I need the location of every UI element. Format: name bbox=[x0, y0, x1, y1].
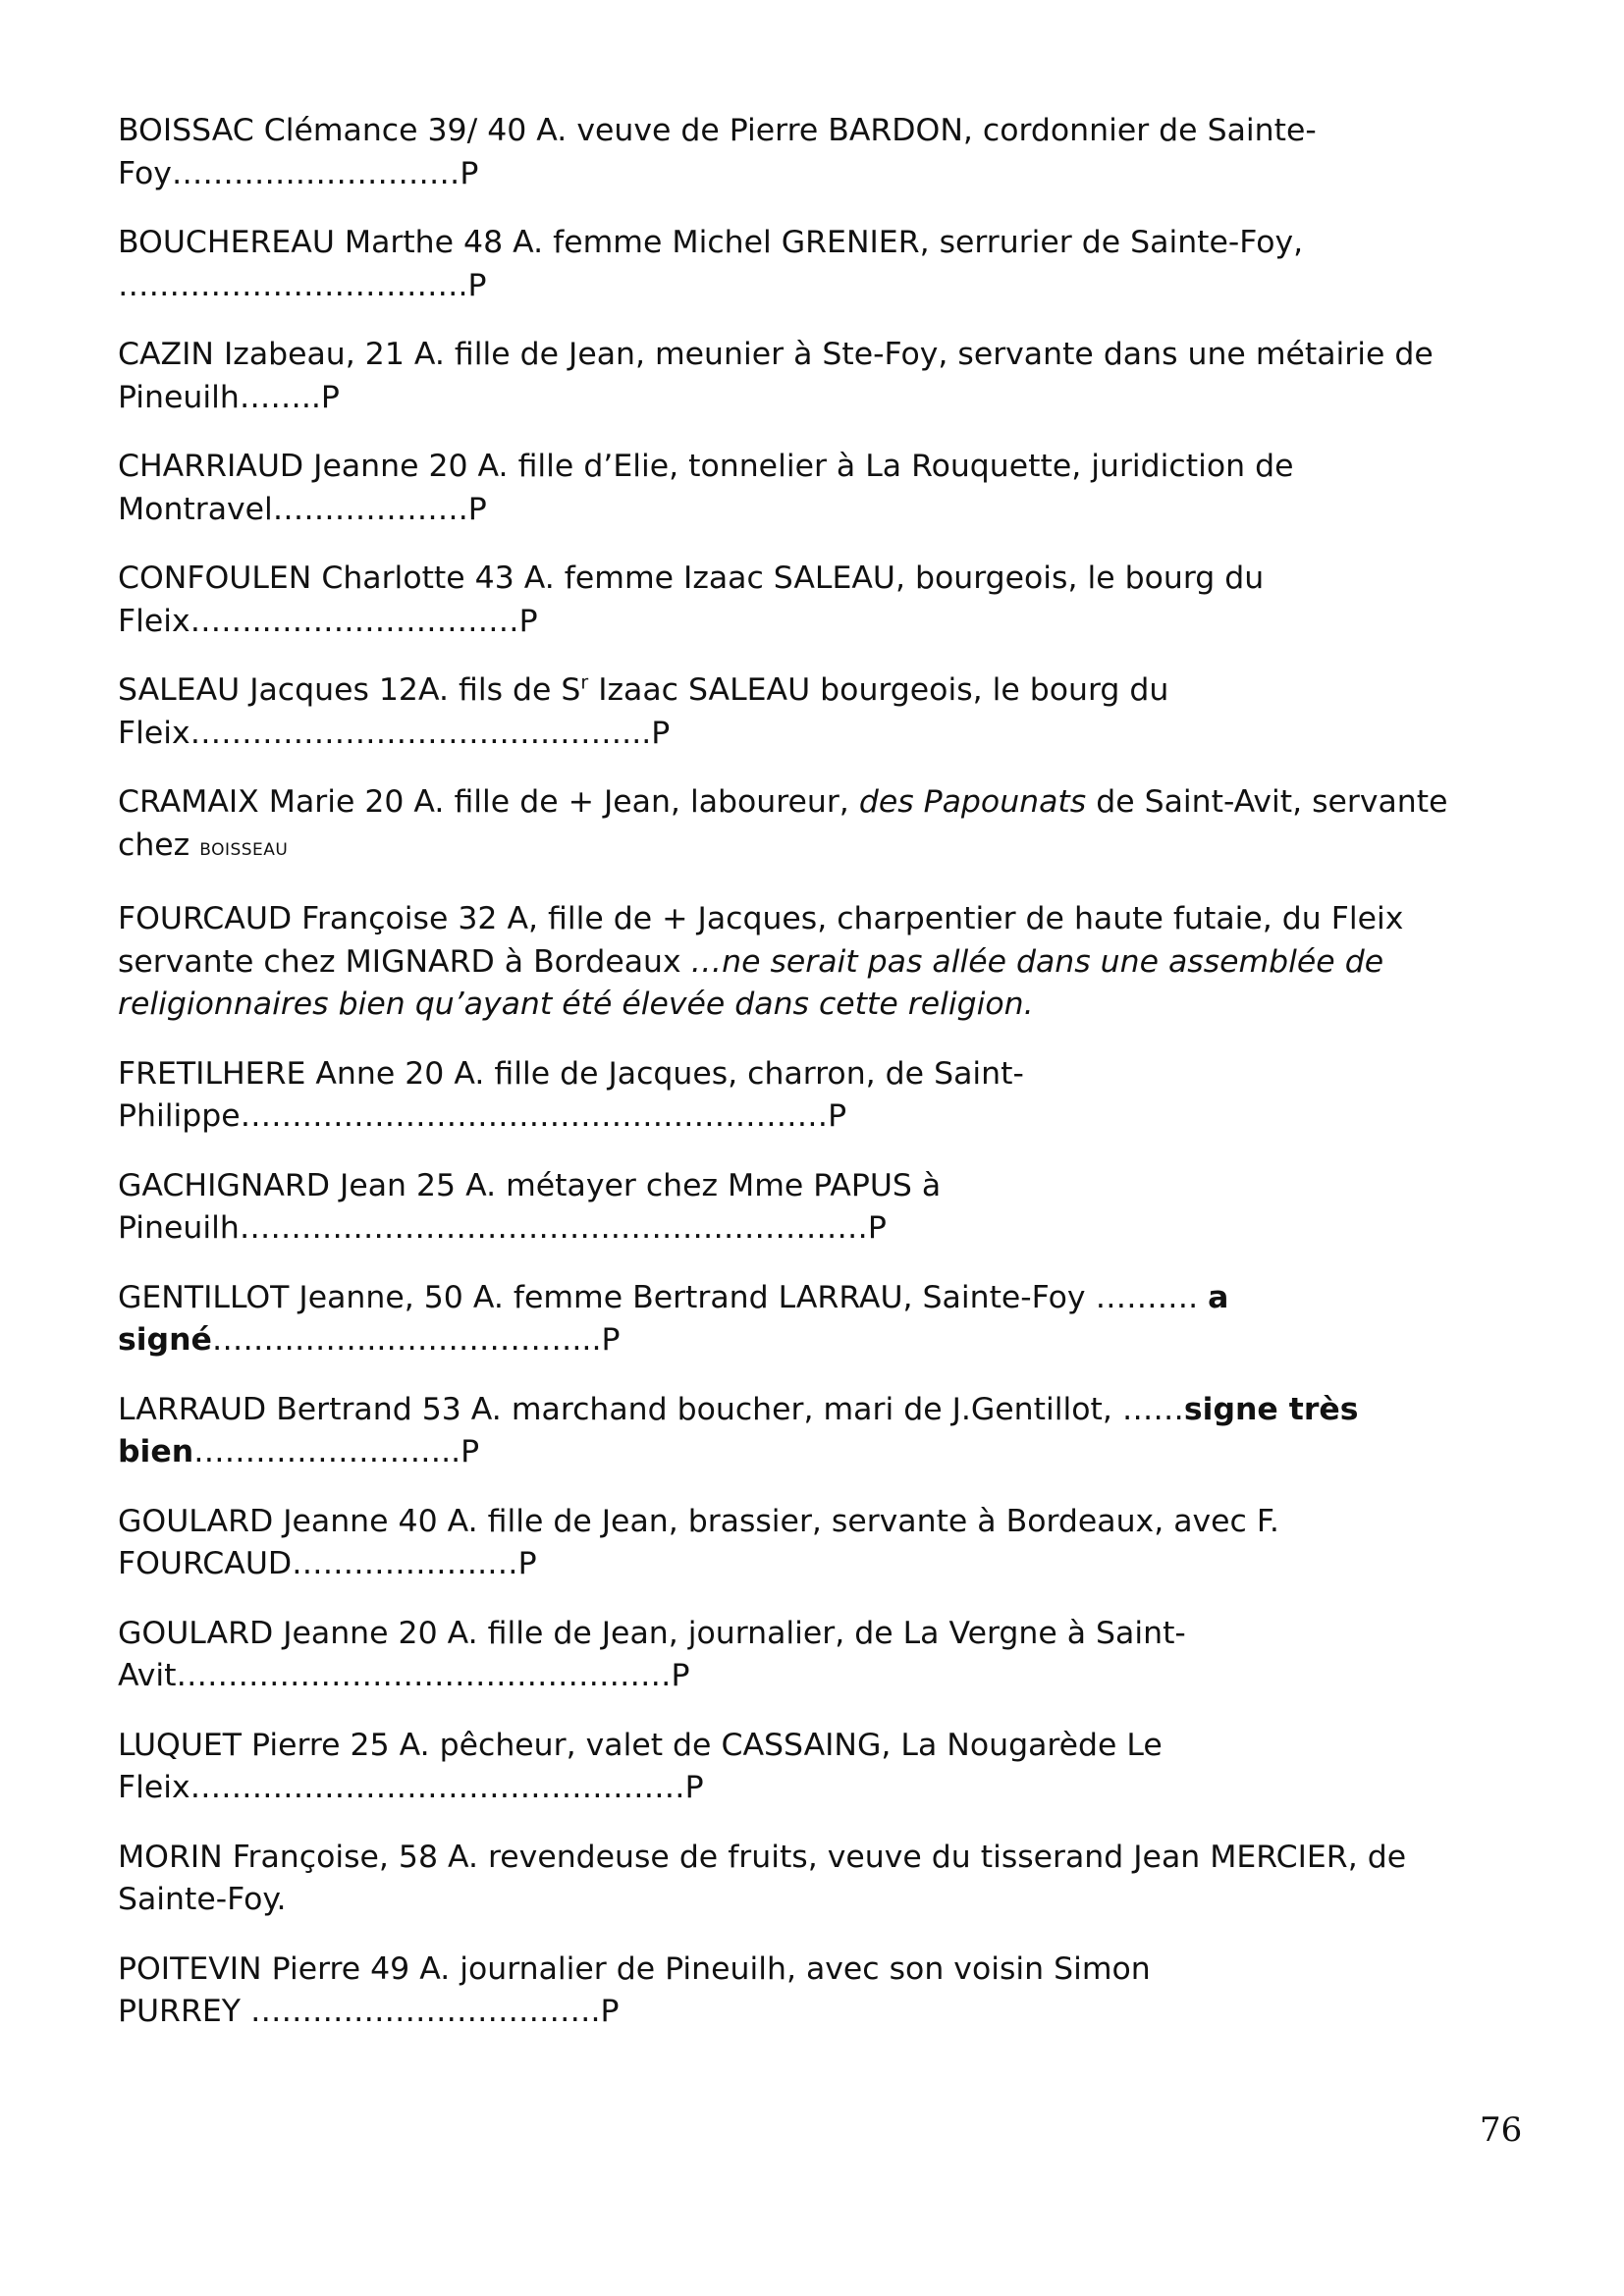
entry-line: Fleix………………………….…..……...P bbox=[118, 715, 671, 751]
entry-line: CHARRIAUD Jeanne 20 A. fille d’Elie, tonnelier à La Rouquette, juridiction de bbox=[118, 449, 1294, 484]
entry-larraud bbox=[118, 1389, 1473, 1474]
entry-line: FOURCAUD Françoise 32 A, fille de + Jacques, charpentier de haute futaie, du Fleix bbox=[118, 901, 1404, 936]
superscript: r bbox=[580, 671, 589, 694]
entry-text: Izaac SALEAU bourgeois, le bourg du bbox=[588, 672, 1169, 708]
entry-line: religionnaires bien qu’ayant été élevée dans cette religion. bbox=[118, 987, 1034, 1022]
italic-text: …ne serait pas allée dans une assemblée de bbox=[690, 943, 1384, 980]
entry-line: Pineuilh……………………………….……………………P bbox=[118, 1210, 887, 1246]
entry-text: SALEAU Jacques 12A. fils de S bbox=[118, 672, 581, 708]
bold-text: bien bbox=[118, 1434, 194, 1469]
entry-goulard-1 bbox=[118, 1501, 1473, 1586]
entry-line bbox=[118, 1389, 1473, 1432]
entry-fourcaud bbox=[118, 898, 1473, 1027]
entries-list bbox=[118, 110, 1473, 2060]
entry-text: ……………………..P bbox=[193, 1434, 480, 1469]
entry-poitevin bbox=[118, 1949, 1473, 2034]
entry-line: Avit…………………………………………P bbox=[118, 1658, 690, 1693]
bold-text: signe très bbox=[1183, 1391, 1359, 1427]
entry-line: GOULARD Jeanne 20 A. fille de Jean, journalier, de La Vergne à Saint- bbox=[118, 1615, 1186, 1651]
entry-line: BOISSAC Clémance 39/ 40 A. veuve de Pierre BARDON, cordonnier de Sainte- bbox=[118, 113, 1317, 148]
entry-line: Montravel……………….P bbox=[118, 491, 487, 527]
entry-line: Fleix…………………………………………P bbox=[118, 1770, 704, 1805]
entry-line: Pineuilh……..P bbox=[118, 379, 340, 415]
entry-line: Fleix……..……………………P bbox=[118, 603, 538, 639]
entry-cramaix bbox=[118, 781, 1473, 872]
entry-gentillot bbox=[118, 1277, 1473, 1362]
page-number: 76 bbox=[1480, 2110, 1523, 2150]
entry-line bbox=[118, 941, 1473, 985]
entry-line: Sainte-Foy. bbox=[118, 1882, 287, 1917]
entry-text: chez bbox=[118, 827, 200, 863]
entry-line: PURREY …………………………….P bbox=[118, 1994, 620, 2029]
entry-text: LARRAUD Bertrand 53 A. marchand boucher, mari de J.Gentillot, …… bbox=[118, 1391, 1184, 1427]
entry-line: Foy………….……………P bbox=[118, 155, 479, 191]
entry-confoulen bbox=[118, 558, 1473, 643]
bold-text: signé bbox=[118, 1322, 212, 1358]
entry-bouchereau bbox=[118, 222, 1473, 307]
italic-text: des Papounats bbox=[858, 784, 1087, 820]
entry-goulard-2 bbox=[118, 1613, 1473, 1698]
entry-line bbox=[118, 781, 1473, 825]
entry-text: GENTILLOT Jeanne, 50 A. femme Bertrand LARRAU, Sainte-Foy ………. bbox=[118, 1279, 1209, 1315]
entry-text: ……………..………………...P bbox=[211, 1322, 621, 1358]
entry-boissac bbox=[118, 110, 1473, 195]
entry-line: …………………………….P bbox=[118, 267, 487, 303]
entry-line: Philippe…………………………………………………P bbox=[118, 1098, 847, 1134]
entry-line: BOUCHEREAU Marthe 48 A. femme Michel GRENIER, serrurier de Sainte-Foy, bbox=[118, 225, 1304, 260]
small-caps-text: BOISSEAU bbox=[199, 839, 289, 860]
entry-text: servante chez MIGNARD à Bordeaux bbox=[118, 943, 691, 980]
entry-cazin bbox=[118, 334, 1473, 419]
entry-line: MORIN Françoise, 58 A. revendeuse de fruits, veuve du tisserand Jean MERCIER, de bbox=[118, 1839, 1407, 1875]
entry-line bbox=[118, 669, 1473, 713]
entry-line: GACHIGNARD Jean 25 A. métayer chez Mme PAPUS à bbox=[118, 1167, 942, 1203]
entry-line: FRETILHERE Anne 20 A. fille de Jacques, charron, de Saint- bbox=[118, 1055, 1024, 1092]
entry-line: POITEVIN Pierre 49 A. journalier de Pineuilh, avec son voisin Simon bbox=[118, 1950, 1151, 1987]
entry-charriaud bbox=[118, 446, 1473, 531]
entry-luquet bbox=[118, 1725, 1473, 1810]
entry-line: CAZIN Izabeau, 21 A. fille de Jean, meunier à Ste-Foy, servante dans une métairie de bbox=[118, 337, 1434, 372]
entry-fretilhere bbox=[118, 1053, 1473, 1139]
entry-line: GOULARD Jeanne 40 A. fille de Jean, brassier, servante à Bordeaux, avec F. bbox=[118, 1503, 1279, 1539]
entry-saleau bbox=[118, 669, 1473, 755]
entry-line bbox=[118, 1319, 1473, 1362]
entry-line: FOURCAUD……………….…P bbox=[118, 1546, 537, 1581]
entry-morin bbox=[118, 1837, 1473, 1922]
entry-line: CONFOULEN Charlotte 43 A. femme Izaac SALEAU, bourgeois, le bourg du bbox=[118, 561, 1265, 596]
entry-gachignard bbox=[118, 1165, 1473, 1251]
entry-line bbox=[118, 1277, 1473, 1320]
entry-text: de Saint-Avit, servante bbox=[1086, 784, 1448, 820]
entry-line bbox=[118, 825, 1473, 873]
bold-text: a bbox=[1208, 1279, 1229, 1315]
entry-text: CRAMAIX Marie 20 A. fille de + Jean, laboureur, bbox=[118, 784, 859, 820]
entry-line bbox=[118, 1431, 1473, 1474]
entry-line: LUQUET Pierre 25 A. pêcheur, valet de CASSAING, La Nougarède Le bbox=[118, 1727, 1163, 1763]
